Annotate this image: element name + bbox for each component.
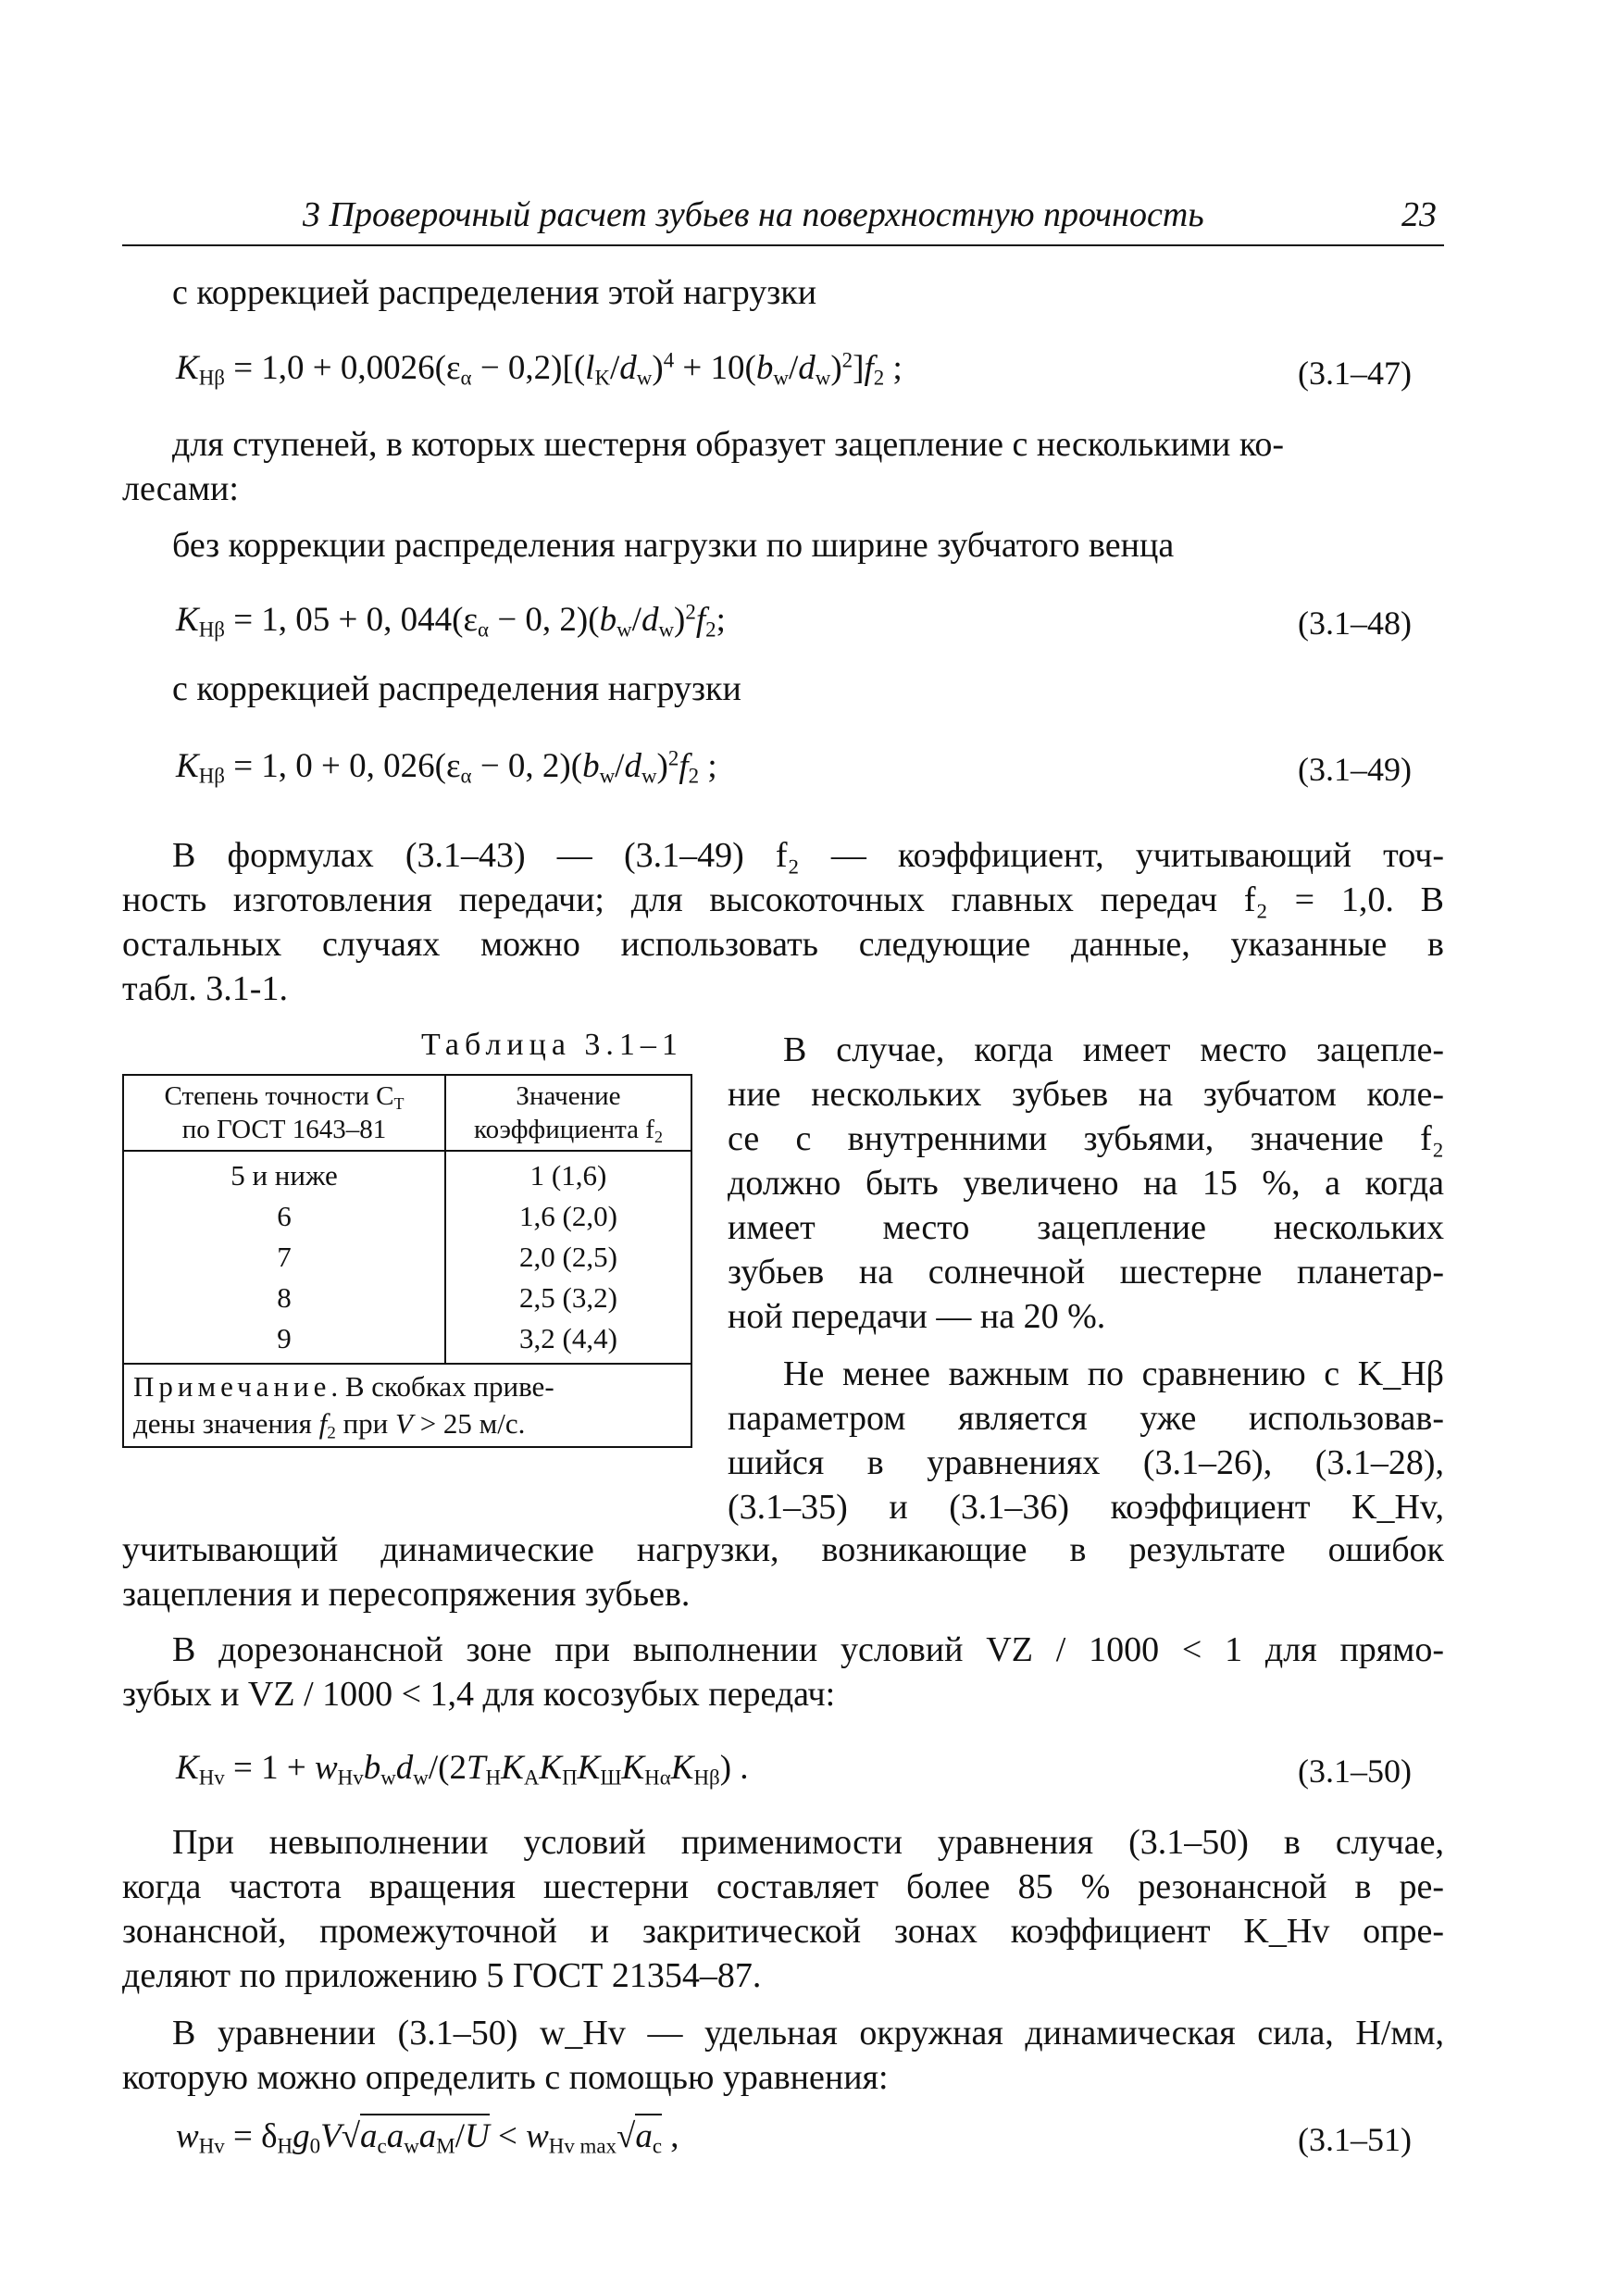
- text-line: зубьев на солнечной шестерне планетар-: [728, 1253, 1444, 1292]
- text-line: Не менее важным по сравнению с K_Hβ: [783, 1354, 1444, 1393]
- paragraph-line: которую можно определить с помощью уравнения:: [122, 2058, 889, 2097]
- paragraph-line: остальных случаях можно использовать следующие данные, указанные в: [122, 925, 1444, 964]
- equation-3-1-48: $K_{H\beta} = 1$, 05 + 0, $044(\varepsilon_\alpha - 0$, $2)(b_w/d_w)^2f_2$;: [176, 600, 726, 642]
- text-line: се с внутренними зубьями, значение f₂: [728, 1119, 1444, 1158]
- paragraph-line: когда частота вращения шестерни составляет более 85 % резонансной в ре-: [122, 1867, 1444, 1906]
- chapter-title: 3 Проверочный расчет зубьев на поверхностную прочность: [303, 195, 1204, 234]
- paragraph-line: В уравнении (3.1–50) w_Hv — удельная окружная динамическая сила, Н/мм,: [172, 2014, 1444, 2053]
- header-cell: Степень точности $C_T$ по ГОСТ 1643–81: [123, 1075, 445, 1151]
- paragraph-line: зацепления и пересопряжения зубьев.: [122, 1575, 691, 1614]
- table-cell: 5 и ниже: [123, 1151, 445, 1196]
- table-row: [123, 1278, 691, 1318]
- table-cell: 8: [123, 1278, 445, 1318]
- table-header-row: [123, 1075, 691, 1151]
- paragraph-line: При невыполнении условий применимости уравнения (3.1–50) в случае,: [172, 1823, 1444, 1862]
- text-line: должно быть увеличено на 15 %, а когда: [728, 1164, 1444, 1203]
- text-line: с коррекцией распределения нагрузки: [172, 669, 741, 708]
- right-column-text: [728, 1028, 1444, 1529]
- table-cell: 2,5 (3,2): [445, 1278, 691, 1318]
- table-note: Примечание. В скобках приве- дены значения $f_2$ при V > 25 м/с.: [123, 1364, 691, 1447]
- equation-number: (3.1–51): [1298, 2121, 1412, 2158]
- table-cell: 9: [123, 1318, 445, 1364]
- page-number: 23: [1401, 195, 1437, 234]
- equation-3-1-51: $w_{Hv} = \delta_Hg_0V√a_ca_wa_M/U < w_{Hv max}√a_c$ ,: [176, 2116, 679, 2156]
- paragraph-line: зонансной, промежуточной и закритической зонах коэффициент K_Hv опре-: [122, 1912, 1444, 1951]
- accuracy-table: [122, 1074, 692, 1448]
- table-row: [123, 1237, 691, 1278]
- text-line: параметром является уже использовав-: [728, 1399, 1444, 1438]
- text-line: лесами:: [122, 469, 239, 508]
- equation-number: (3.1–49): [1298, 751, 1412, 788]
- table-caption: Таблица 3.1–1: [421, 1028, 683, 1062]
- header-cell: Значение коэффициента $f_2$: [445, 1075, 691, 1151]
- equation-number: (3.1–47): [1298, 355, 1412, 392]
- text-line: шийся в уравнениях (3.1–26), (3.1–28),: [728, 1443, 1444, 1482]
- text-line: (3.1–35) и (3.1–36) коэффициент K_Hv,: [728, 1488, 1444, 1527]
- table-row: [123, 1151, 691, 1196]
- equation-number: (3.1–48): [1298, 605, 1412, 642]
- text-line: ние нескольких зубьев на зубчатом коле-: [728, 1075, 1444, 1114]
- paragraph: [122, 833, 1444, 1011]
- table-cell: 3,2 (4,4): [445, 1318, 691, 1364]
- paragraph-line: зубых и VZ / 1000 < 1,4 для косозубых передач:: [122, 1675, 836, 1714]
- equation-3-1-50: $K_{Hv} = 1 + w_{Hv}b_wd_w/(2T_HK_AK_ПK_ШK_{H\alpha}K_{H\beta})$ .: [176, 1749, 749, 1790]
- paragraph-line: В формулах (3.1–43) — (3.1–49) f₂ — коэффициент, учитывающий точ-: [172, 836, 1444, 875]
- text-line: В случае, когда имеет место зацепле-: [783, 1030, 1444, 1069]
- table-note-row: [123, 1364, 691, 1447]
- paragraph: [122, 1528, 1444, 1616]
- table-cell: 2,0 (2,5): [445, 1237, 691, 1278]
- paragraph-line: деляют по приложению 5 ГОСТ 21354–87.: [122, 1956, 762, 1995]
- table-cell: 1 (1,6): [445, 1151, 691, 1196]
- text-line: для ступеней, в которых шестерня образует зацепление с несколькими ко-: [172, 425, 1285, 464]
- table-cell: 7: [123, 1237, 445, 1278]
- running-header: [122, 191, 1444, 246]
- paragraph: [122, 1820, 1444, 1998]
- paragraph-line: В дорезонансной зоне при выполнении условий VZ / 1000 < 1 для прямо-: [172, 1630, 1444, 1669]
- table-row: [123, 1196, 691, 1237]
- text-line: с коррекцией распределения этой нагрузки: [172, 273, 817, 312]
- equation-3-1-49: $K_{H\beta} = 1$, 0 + 0, $026(\varepsilon_\alpha - 0$, $2)(b_w/d_w)^2f_2$ ;: [176, 746, 717, 788]
- table-row: [123, 1318, 691, 1364]
- text-line: имеет место зацепление нескольких: [728, 1208, 1444, 1247]
- table-cell: 1,6 (2,0): [445, 1196, 691, 1237]
- paragraph: [122, 2011, 1444, 2100]
- text-line: без коррекции распределения нагрузки по ширине зубчатого венца: [172, 526, 1175, 565]
- text-line: ной передачи — на 20 %.: [728, 1297, 1106, 1336]
- table-cell: 6: [123, 1196, 445, 1237]
- paragraph-line: учитывающий динамические нагрузки, возникающие в результате ошибок: [122, 1530, 1444, 1569]
- paragraph: [122, 1628, 1444, 1716]
- equation-number: (3.1–50): [1298, 1753, 1412, 1790]
- paragraph-line: табл. 3.1-1.: [122, 969, 288, 1008]
- paragraph-line: ность изготовления передачи; для высокоточных главных передач f₂ = 1,0. В: [122, 880, 1444, 919]
- equation-3-1-47: $K_{H\beta} = 1,0 + 0,0026(\varepsilon_\alpha - 0,2)[(l_K/d_w)^4 + 10(b_w/d_w)^2]f_2$ ;: [176, 348, 903, 390]
